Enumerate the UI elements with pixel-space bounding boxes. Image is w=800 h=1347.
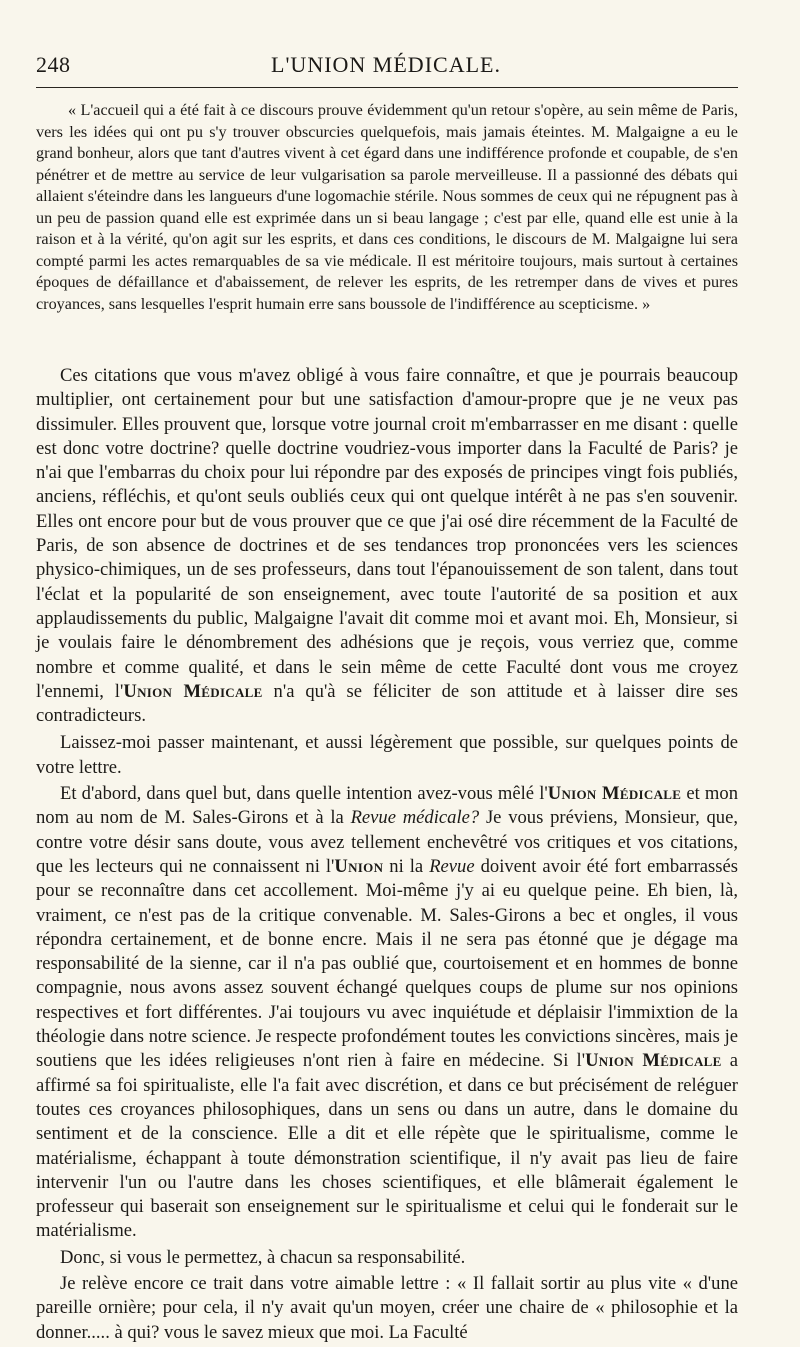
journal-name: Union Médicale	[547, 783, 682, 805]
text-run: Je vous préviens, Monsieur, que, contre votre désir sans doute, vous avez tellement enchevêtré vos critiques et vos citations, que les lecteurs qui ne connaissent ni l'	[36, 807, 738, 877]
text-run: et mon nom au nom de M. Sales-Girons et à la	[36, 783, 738, 829]
journal-title-italic: Revue médicale?	[350, 807, 480, 829]
journal-title: L'UNION MÉDICALE.	[271, 52, 501, 77]
journal-title-italic: Revue	[429, 855, 475, 877]
header-rule	[36, 87, 738, 88]
text-run: a affirmé sa foi spiritualiste, elle l'a fait avec discrétion, et dans ce but précisément de reléguer toutes ces croyances philosophiques, dans un sens ou dans un autre, dans le domaine du sentiment et de la conscience. Elle a dit et elle répète que le spiritualisme, comme le matérialisme, échappant à toute démonstration scientifique, il n'y avait pas lieu de faire intervenir l'un ou l'autre dans les choses scientifiques, et elle blâmerait également le professeur qui baserait son enseignement sur le spiritualisme et celui qui le fonderait sur le matérialisme.	[36, 1050, 738, 1242]
journal-name: Union Médicale	[585, 1050, 722, 1072]
journal-name: Union	[334, 855, 384, 877]
paragraph-transition: Laissez-moi passer maintenant, et aussi légèrement que possible, sur quelques points de votre lettre.	[36, 732, 738, 778]
quoted-passage: « L'accueil qui a été fait à ce discours prouve évidemment qu'un retour s'opère, au sein même de Paris, vers les idées qui ont pu s'y trouver obscurcies quelquefois, mais jamais éteintes. M. Malgaigne a eu le grand bonheur, alors que tant d'autres vivent à cet égard dans une indifférence profonde et coupable, de s'en pénétrer et de mettre au service de leur vulgarisation sa parole merveilleuse. Il a passionné des débats qui allaient s'éteindre dans les langueurs d'une logomachie stérile. Nous sommes de ceux qui ne répugnent pas à un peu de passion quand elle est exprimée dans un si beau langage ; c'est par elle, quand elle est unie à la raison et à la vérité, qu'on agit sur les esprits, et dans ces conditions, le discours de M. Malgaigne lui sera compté parmi les actes remarquables de sa vie médicale. Il est méritoire toujours, mais surtout à certaines époques de défaillance et d'abaissement, de relever les esprits, de les retremper dans de vives et pures croyances, sans lesquelles l'esprit humain erre sans boussole de l'indifférence au scepticisme. »	[36, 101, 738, 313]
running-header	[36, 52, 736, 82]
page-number: 248	[36, 52, 71, 77]
paragraph-quote-letter: Je relève encore ce trait dans votre aimable lettre : « Il fallait sortir au plus vite « d'une pareille ornière; pour cela, il n'y avait qu'un moyen, créer une chaire de « philosophie et la donner..... à qui? vous le savez mieux que moi. La Faculté	[36, 1272, 738, 1343]
paragraph-responsibility	[36, 782, 738, 1244]
text-run: Et d'abord, dans quel but, dans quelle intention avez-vous mêlé l'	[60, 783, 548, 805]
article-body	[36, 364, 738, 1347]
text-run: n'a qu'à se féliciter de son attitude et à laisser dire ses contradicteurs.	[36, 680, 738, 727]
journal-name: Union Médicale	[123, 680, 263, 702]
text-run: Ces citations que vous m'avez obligé à vous faire connaître, et que je pourrais beaucoup multiplier, ont certainement pour but une satisfaction d'amour-propre que je ne veux pas dissimuler. Elles prouvent que, lorsque votre journal croit m'embarrasser en me disant : quelle est donc votre doctrine? quelle doctrine voudriez-vous importer dans la Faculté de Paris? je n'ai que l'embarras du choix pour lui répondre par des exposés de principes vingt fois publiés, anciens, réfléchis, et qu'ont seuls oubliés ceux qui ont quelque intérêt à ne pas s'en souvenir. Elles ont encore pour but de vous prouver que ce que j'ai osé dire récemment de la Faculté de Paris, de son absence de doctrines et de ses tendances trop prononcées vers les sciences physico-chimiques, un de ses professeurs, dans tout l'épanouissement de son talent, dans tout l'éclat et la popularité de son enseignement, avec toute l'autorité de sa position et aux applaudissements du public, Malgaigne l'avait dit comme moi et avant moi. Eh, Monsieur, si je voulais faire le dénombrement des adhésions que je reçois, vous verriez que, comme nombre et comme qualité, et dans le sein même de cette Faculté dont vous me croyez l'ennemi, l'	[36, 365, 738, 702]
text-run: ni la	[383, 855, 430, 877]
paragraph-citations	[36, 364, 738, 728]
text-run: doivent avoir été fort embarrassés pour se reconnaître dans cet accollement. Moi-même j'y ai eu quelque peine. Eh bien, là, vraiment, ce n'est pas de la critique convenable. M. Sales-Girons a bec et ongles, il vous répondra certainement, et de bonne encre. Mais il ne sera pas étonné que je dégage ma responsabilité de la sienne, car il n'a pas oublié que, courtoisement et en hommes de bonne compagnie, nous avons assez souvent échangé quelques coups de plume sur nos opinions respectives et fort différentes. J'ai toujours vu avec inquiétude et déplaisir l'immixtion de la théologie dans notre science. Je respecte profondément toutes les convictions sincères, mais je soutiens que les idées religieuses n'ont rien à faire en médecine. Si l'	[36, 855, 738, 1072]
paragraph-conclusion: Donc, si vous le permettez, à chacun sa responsabilité.	[60, 1246, 466, 1268]
